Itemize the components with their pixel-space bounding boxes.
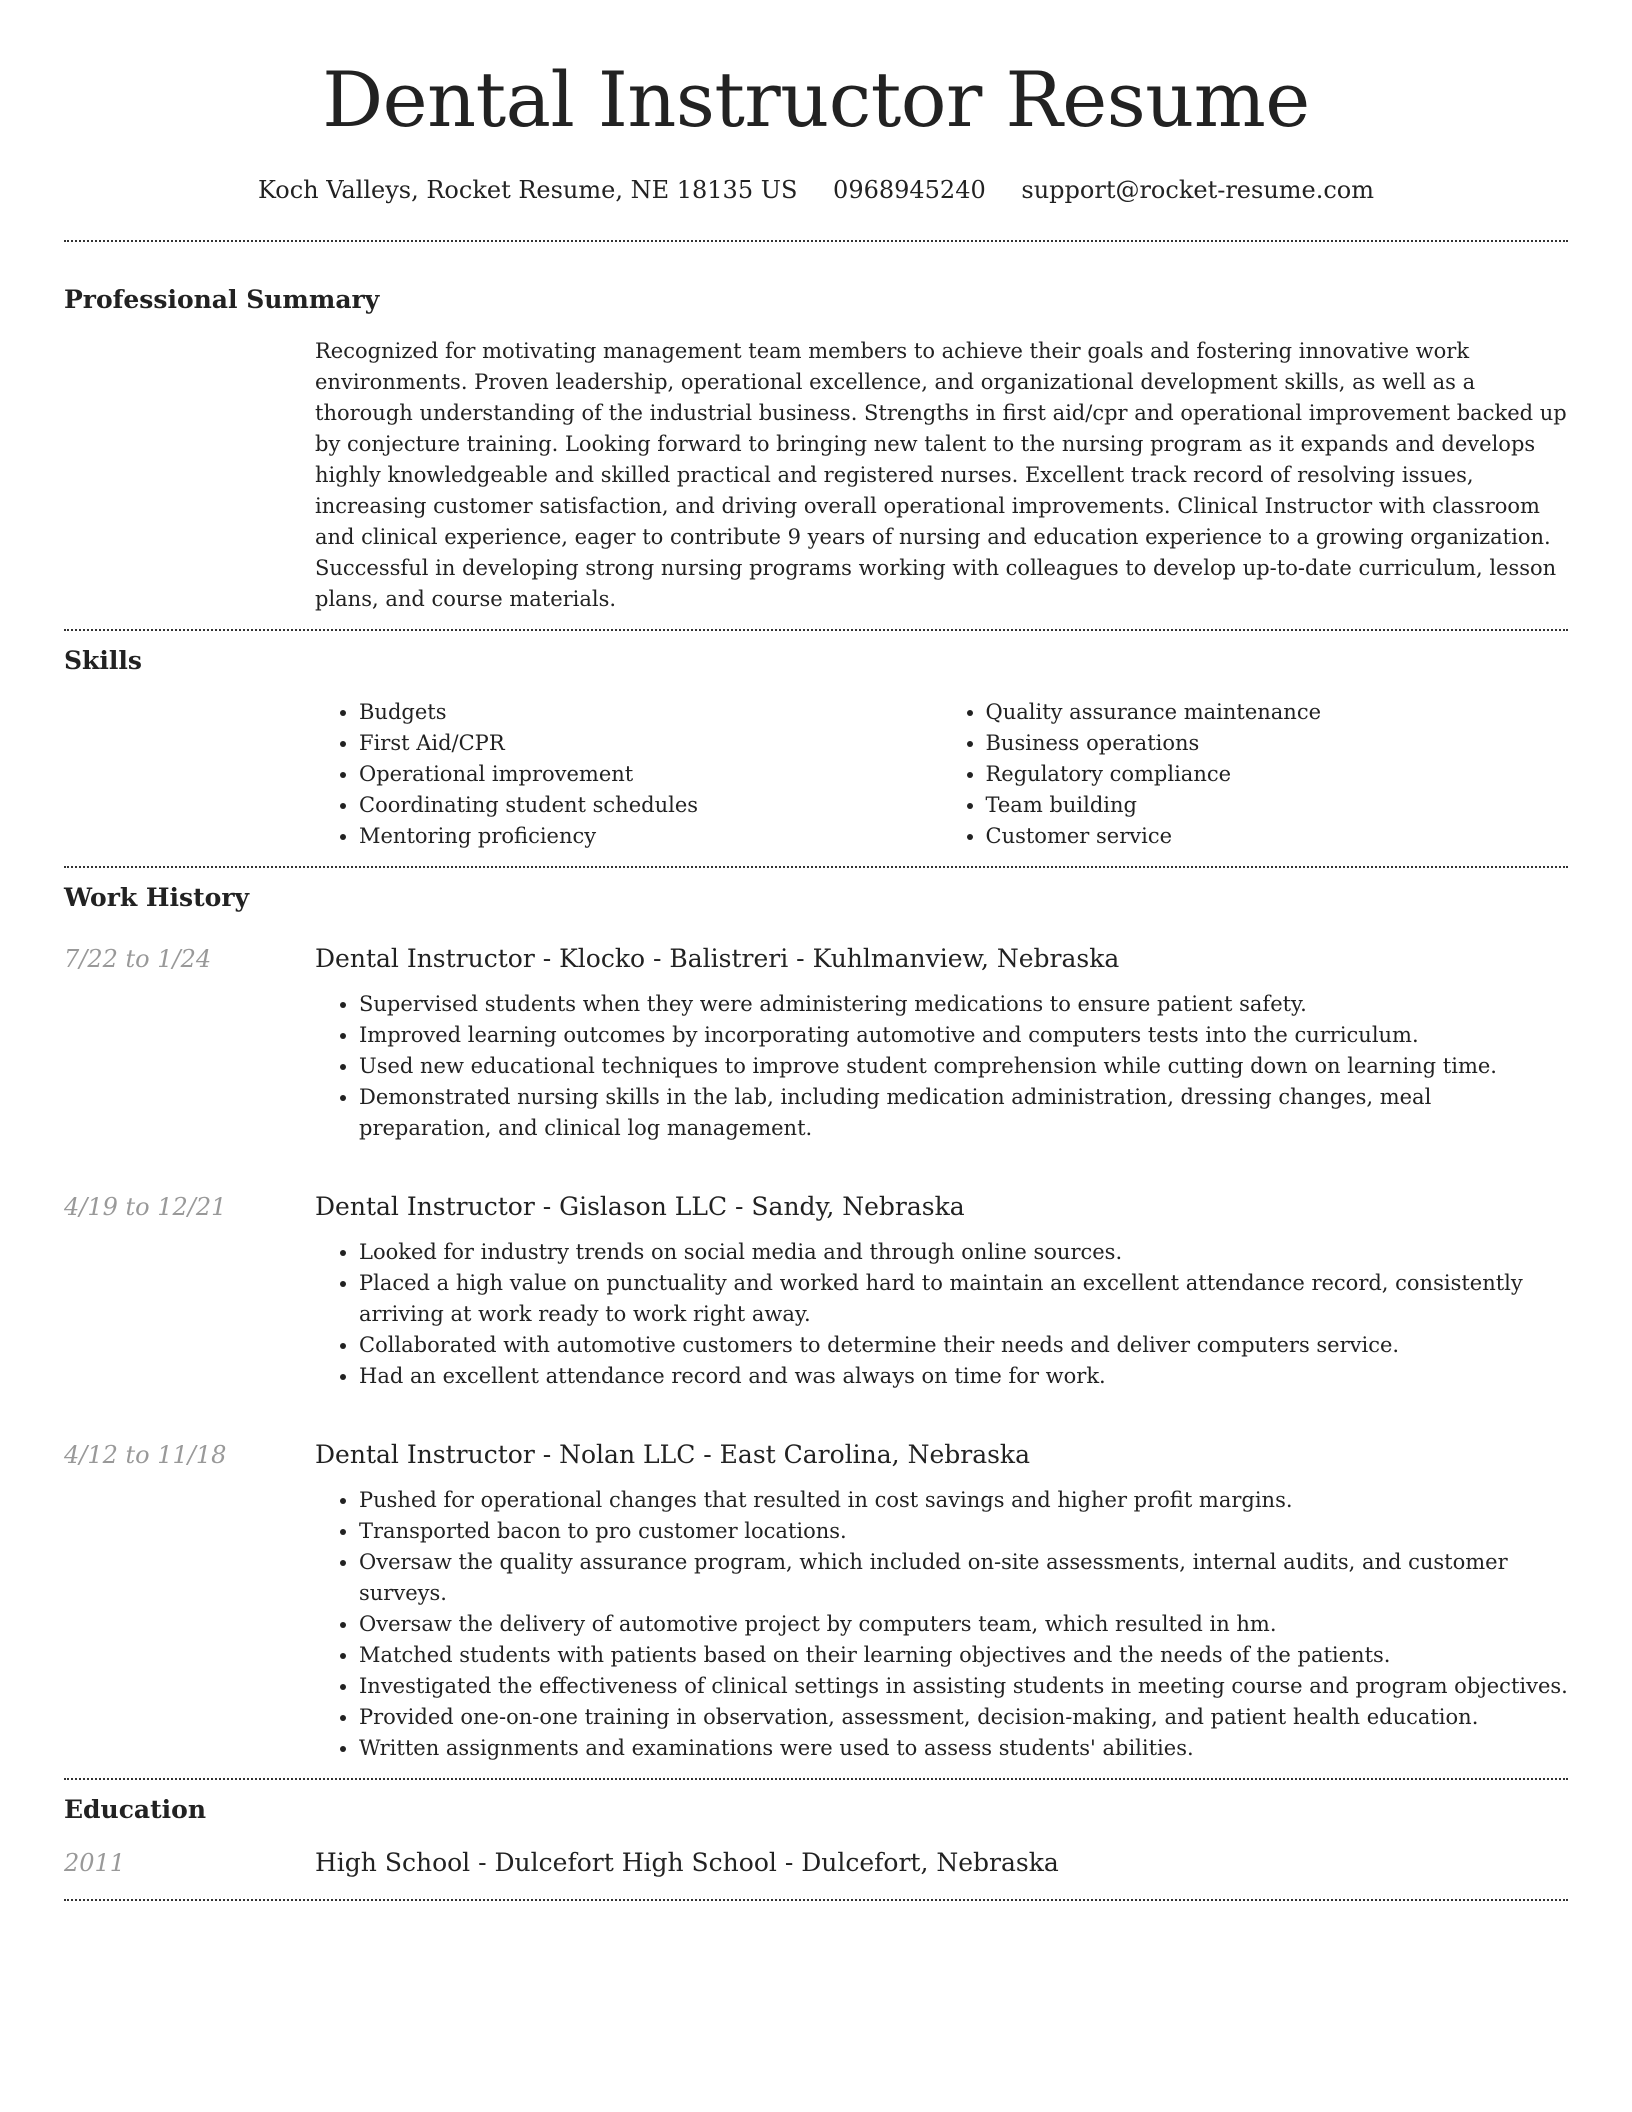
- job-bullets: [315, 1485, 1568, 1764]
- skill-item: • Customer service: [986, 821, 1569, 852]
- education-section: [64, 1780, 1568, 1877]
- job-header: [64, 1440, 1568, 1469]
- job-bullet: • Supervised students when they were administering medications to ensure patient safety.: [359, 989, 1568, 1020]
- skills-list-right: [942, 697, 1569, 852]
- skills-list-left: [315, 697, 942, 852]
- job-bullet: • Oversaw the delivery of automotive project by computers team, which resulted in hm.: [359, 1609, 1568, 1640]
- job-entry: [64, 944, 1568, 1144]
- contact-email: support@rocket-resume.com: [1021, 176, 1375, 204]
- contact-line: [64, 174, 1568, 206]
- skill-item: • Quality assurance maintenance: [986, 697, 1569, 728]
- education-heading: Education: [64, 1795, 207, 1824]
- summary-heading: Professional Summary: [64, 285, 380, 314]
- job-bullet: • Transported bacon to pro customer locations.: [359, 1516, 1568, 1547]
- skill-item: • Operational improvement: [359, 759, 942, 790]
- job-header: [64, 1192, 1568, 1221]
- divider: [64, 1899, 1568, 1901]
- work-section: [64, 868, 1568, 1764]
- job-bullet: • Had an excellent attendance record and was always on time for work.: [359, 1361, 1568, 1392]
- job-bullet: • Written assignments and examinations were used to assess students' abilities.: [359, 1733, 1568, 1764]
- skill-item: • Regulatory compliance: [986, 759, 1569, 790]
- job-bullet: • Demonstrated nursing skills in the lab, including medication administration, dressing changes, meal preparation, and clinical log management.: [359, 1082, 1568, 1144]
- skill-item: • Coordinating student schedules: [359, 790, 942, 821]
- job-dates: 7/22 to 1/24: [64, 945, 212, 973]
- skills-section: [64, 631, 1568, 852]
- skill-item: • Budgets: [359, 697, 942, 728]
- job-bullet: • Looked for industry trends on social media and through online sources.: [359, 1237, 1568, 1268]
- contact-phone: 0968945240: [833, 176, 986, 204]
- job-bullet: • Used new educational techniques to improve student comprehension while cutting down on learning time.: [359, 1051, 1568, 1082]
- summary-section: [64, 242, 1568, 615]
- job-dates: 4/19 to 12/21: [64, 1193, 227, 1221]
- resume-header: [64, 0, 1568, 206]
- job-title: Dental Instructor - Klocko - Balistreri - Kuhlmanview, Nebraska: [315, 944, 1120, 973]
- skill-item: • Business operations: [986, 728, 1569, 759]
- job-header: [64, 944, 1568, 973]
- job-entry: [64, 1440, 1568, 1764]
- skills-heading: Skills: [64, 646, 142, 675]
- skills-columns: [315, 697, 1568, 852]
- contact-address: Koch Valleys, Rocket Resume, NE 18135 US: [257, 176, 798, 204]
- job-bullet: • Investigated the effectiveness of clinical settings in assisting students in meeting course and program objectives.: [359, 1671, 1568, 1702]
- education-year: 2011: [64, 1849, 126, 1877]
- job-bullets: [315, 989, 1568, 1144]
- education-title: High School - Dulcefort High School - Dulcefort, Nebraska: [315, 1848, 1059, 1877]
- summary-text: Recognized for motivating management team members to achieve their goals and fostering innovative work environments. Proven leadership, operational excellence, and organizational development skills, as well as a thorough understanding of the industrial business. Strengths in first aid/cpr and operational improvement backed up by conjecture training. Looking forward to bringing new talent to the nursing program as it expands and develops highly knowledgeable and skilled practical and registered nurses. Excellent track record of resolving issues, increasing customer satisfaction, and driving overall operational improvements. Clinical Instructor with classroom and clinical experience, eager to contribute 9 years of nursing and education experience to a growing organization. Successful in developing strong nursing programs working with colleagues to develop up-to-date curriculum, lesson plans, and course materials.: [315, 339, 1567, 611]
- job-entry: [64, 1192, 1568, 1392]
- job-title: Dental Instructor - Nolan LLC - East Carolina, Nebraska: [315, 1440, 1030, 1469]
- skill-item: • First Aid/CPR: [359, 728, 942, 759]
- skill-item: • Team building: [986, 790, 1569, 821]
- job-bullet: • Provided one-on-one training in observation, assessment, decision-making, and patient health education.: [359, 1702, 1568, 1733]
- job-dates: 4/12 to 11/18: [64, 1441, 227, 1469]
- job-bullet: • Placed a high value on punctuality and worked hard to maintain an excellent attendance record, consistently arriving at work ready to work right away.: [359, 1268, 1568, 1330]
- education-entry: [64, 1848, 1568, 1877]
- job-bullet: • Improved learning outcomes by incorporating automotive and computers tests into the curriculum.: [359, 1020, 1568, 1051]
- skill-item: • Mentoring proficiency: [359, 821, 942, 852]
- job-title: Dental Instructor - Gislason LLC - Sandy, Nebraska: [315, 1192, 965, 1221]
- job-bullets: [315, 1237, 1568, 1392]
- job-bullet: • Pushed for operational changes that resulted in cost savings and higher profit margins.: [359, 1485, 1568, 1516]
- job-bullet: • Oversaw the quality assurance program, which included on-site assessments, internal audits, and customer surveys.: [359, 1547, 1568, 1609]
- page-title: Dental Instructor Resume: [322, 55, 1310, 144]
- work-heading: Work History: [64, 883, 250, 912]
- job-bullet: • Collaborated with automotive customers to determine their needs and deliver computers service.: [359, 1330, 1568, 1361]
- job-bullet: • Matched students with patients based on their learning objectives and the needs of the patients.: [359, 1640, 1568, 1671]
